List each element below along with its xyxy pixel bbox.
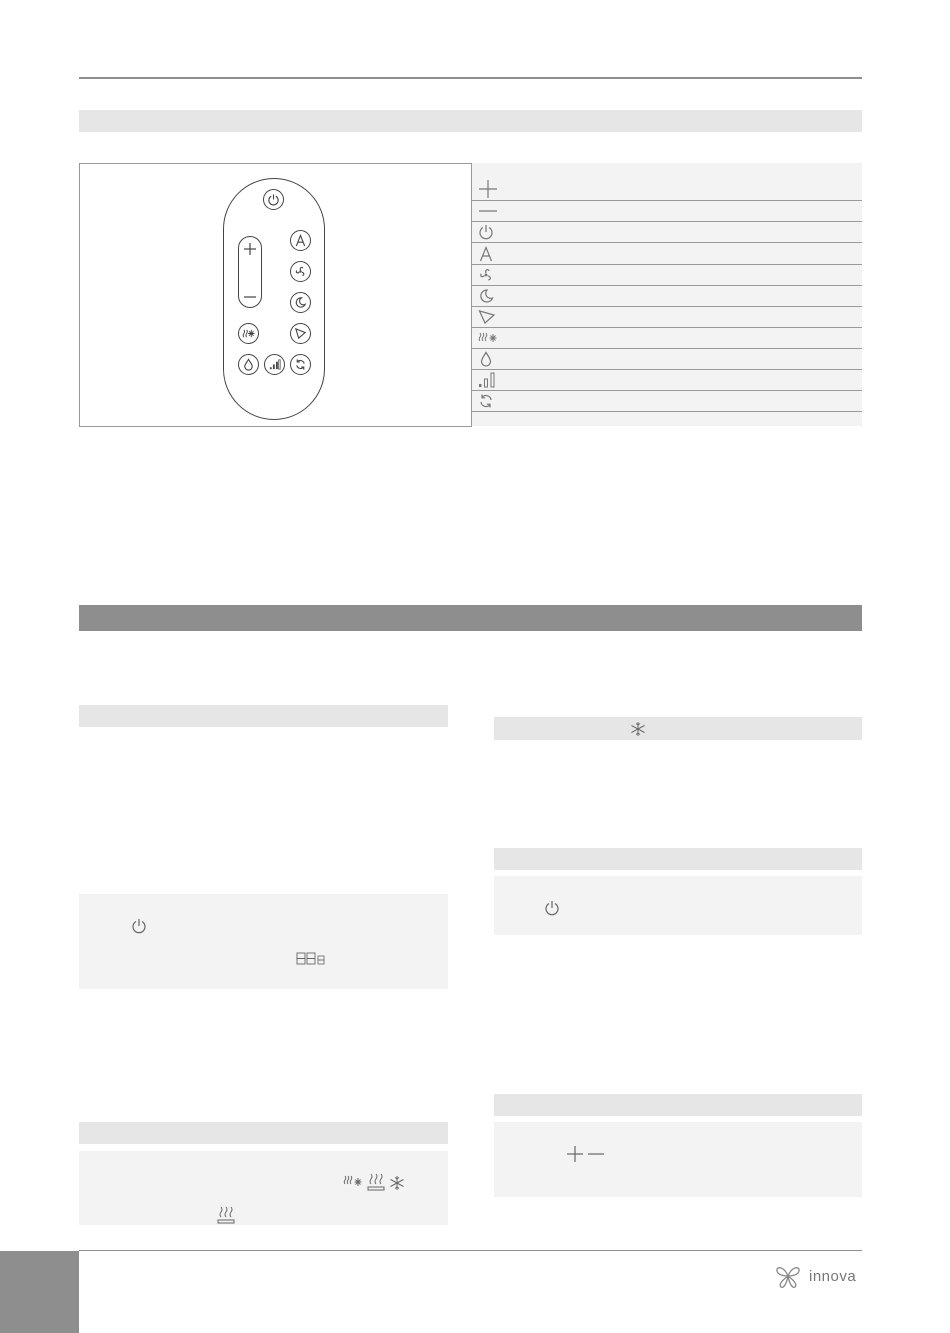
refresh-icon (478, 393, 494, 409)
swing-icon (478, 309, 496, 325)
adjust-note-panel (494, 1122, 862, 1197)
sleep-moon-icon (294, 296, 307, 309)
snowflake-icon (630, 721, 646, 737)
power-icon (478, 224, 494, 240)
plus-icon (566, 1145, 584, 1163)
legend-row-swing (472, 307, 862, 328)
legend-row-minus (472, 201, 862, 222)
refresh-icon (294, 358, 307, 371)
plus-icon[interactable] (243, 242, 257, 256)
brand-name: innova (809, 1268, 857, 1285)
heat-cool-icon (242, 327, 255, 340)
snowflake-icon (389, 1175, 405, 1191)
remote-power-button[interactable] (263, 189, 284, 210)
subsection-header-bar-mode (79, 1122, 448, 1144)
power-icon (544, 900, 560, 916)
mode-note-panel (79, 1151, 448, 1225)
subsection-header-bar-cooling (494, 717, 862, 740)
remote-figure (79, 163, 472, 427)
droplet-icon (242, 358, 255, 371)
signal-bars-icon (268, 358, 281, 371)
remote-auto-button[interactable] (290, 230, 311, 251)
footer-rule (79, 1250, 862, 1251)
auto-a-icon (294, 234, 307, 247)
legend-row-dehumidify (472, 349, 862, 370)
remote-plus-minus-rocker (238, 236, 262, 308)
remote-control (223, 178, 325, 420)
header-rule (79, 77, 862, 79)
heat-cool-icon (343, 1174, 363, 1190)
remote-fan-speed-button[interactable] (264, 354, 285, 375)
power-note-panel (494, 876, 862, 935)
sleep-moon-icon (478, 288, 494, 304)
remote-swing-button[interactable] (290, 323, 311, 344)
minus-icon (587, 1152, 605, 1156)
butterfly-icon (774, 1262, 802, 1290)
minus-icon (478, 208, 498, 214)
remote-fan-button[interactable] (290, 261, 311, 282)
heater-icon (367, 1172, 385, 1192)
section-title-bar (79, 605, 862, 631)
button-legend (472, 163, 862, 426)
fan-icon (478, 267, 494, 283)
remote-sleep-button[interactable] (290, 292, 311, 313)
power-icon (131, 918, 147, 934)
legend-row-auto (472, 243, 862, 265)
subsection-header-bar (79, 705, 448, 727)
legend-row-sleep (472, 286, 862, 307)
subsection-header-bar-adjust (494, 1094, 862, 1116)
remote-mode-button[interactable] (238, 323, 259, 344)
legend-row-fan-speed (472, 370, 862, 391)
signal-bars-icon (478, 372, 498, 388)
auto-a-icon (478, 246, 494, 262)
subsection-header-bar-power (494, 848, 862, 870)
brand-logo (774, 1262, 864, 1292)
remote-dehumidify-button[interactable] (238, 354, 259, 375)
legend-row-power (472, 222, 862, 243)
fan-icon (294, 265, 307, 278)
remote-timer-button[interactable] (290, 354, 311, 375)
heater-icon (217, 1205, 235, 1225)
section-header-bar (79, 110, 862, 132)
heat-cool-icon (478, 331, 498, 345)
page-tab (0, 1251, 79, 1333)
legend-row-timer (472, 391, 862, 412)
legend-row-plus (472, 163, 862, 201)
note-panel (79, 894, 448, 989)
droplet-icon (478, 351, 494, 367)
power-icon (267, 193, 280, 206)
segment-display-icon (296, 952, 334, 966)
minus-icon[interactable] (243, 295, 257, 299)
plus-icon (478, 179, 498, 199)
legend-row-mode (472, 328, 862, 349)
swing-icon (294, 327, 307, 340)
legend-row-fan (472, 265, 862, 286)
